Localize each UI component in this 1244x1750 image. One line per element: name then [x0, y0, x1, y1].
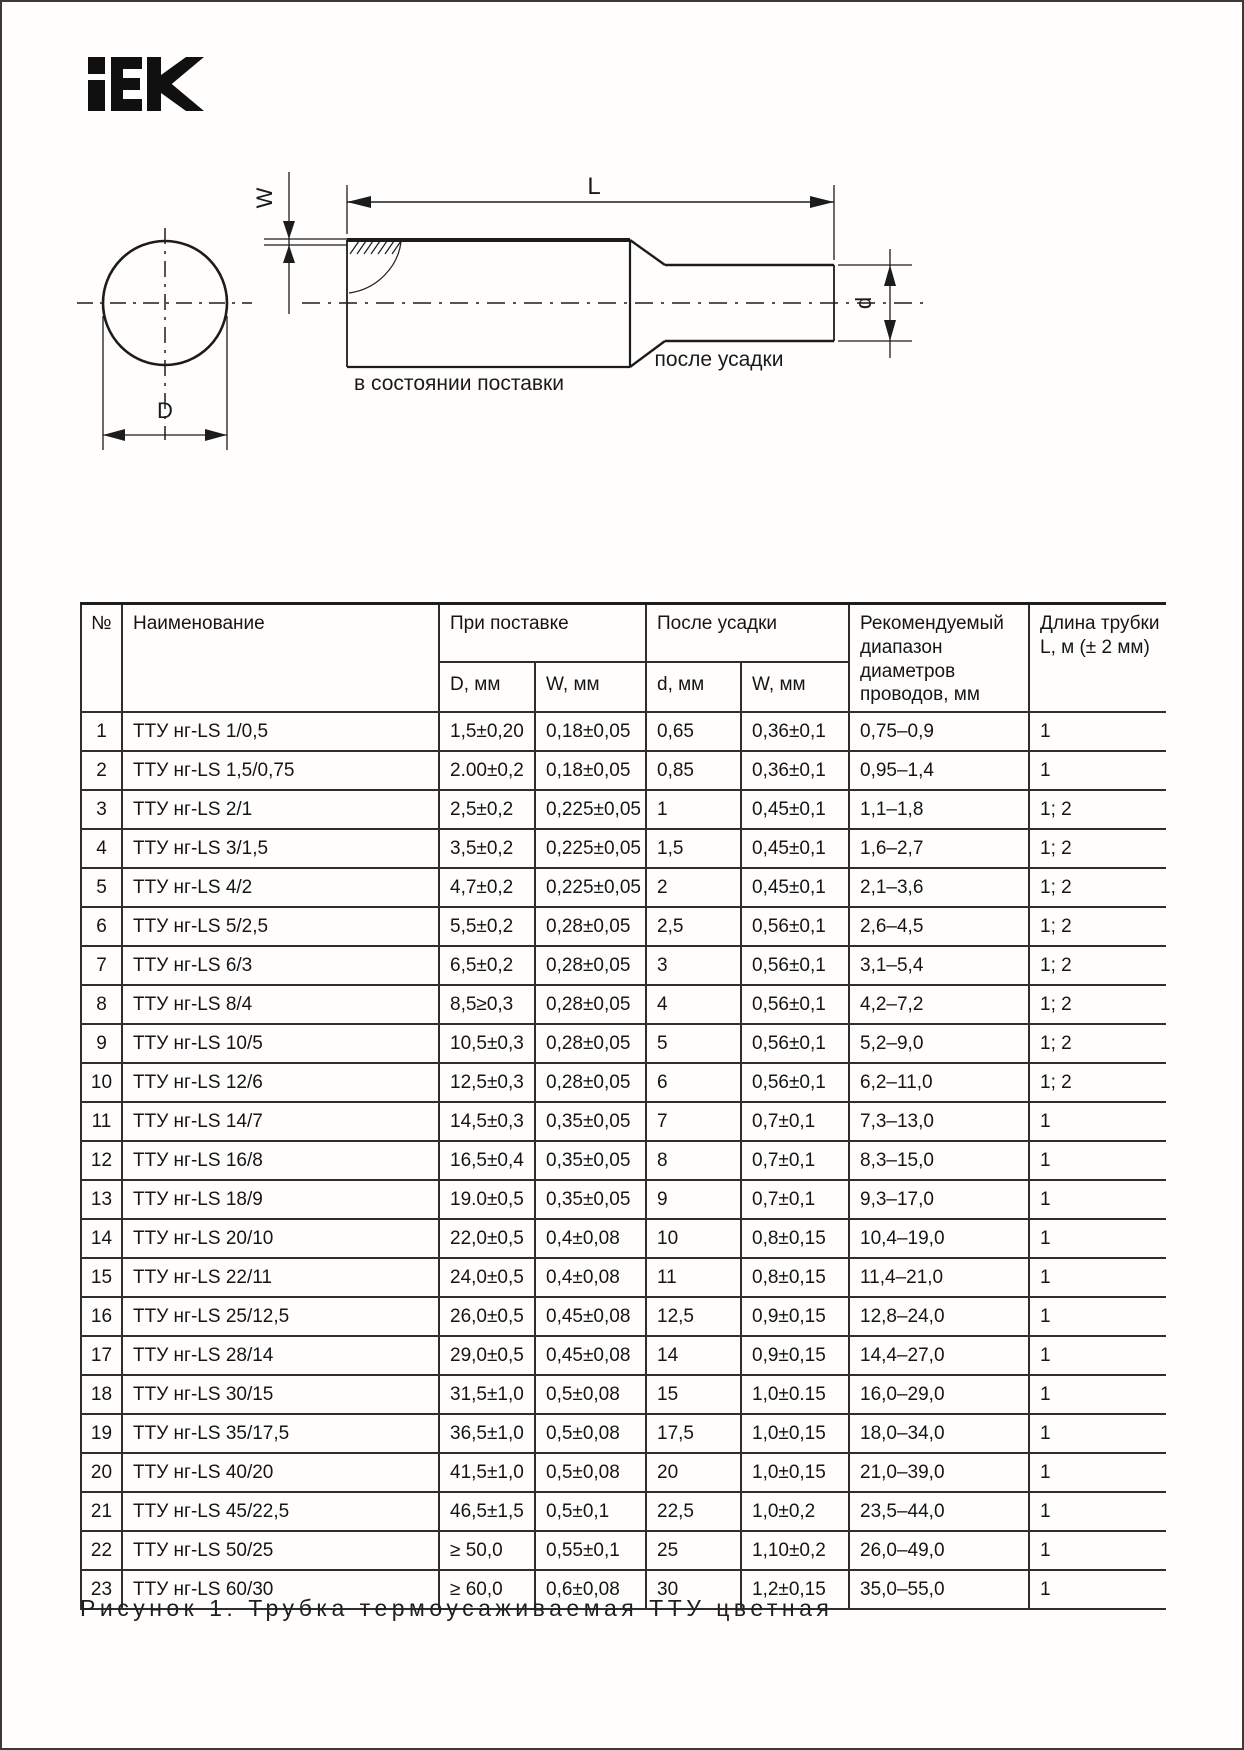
supply-w-cell: 0,35±0,05 [535, 1102, 646, 1141]
shrink-d-cell: 17,5 [646, 1414, 741, 1453]
tube-length-cell: 1; 2 [1029, 907, 1166, 946]
supply-w-cell: 0,45±0,08 [535, 1297, 646, 1336]
tube-length-cell: 1; 2 [1029, 985, 1166, 1024]
shrink-w-cell: 1,0±0,2 [741, 1492, 849, 1531]
diameter-range-cell: 11,4–21,0 [849, 1258, 1029, 1297]
tube-length-cell: 1; 2 [1029, 829, 1166, 868]
dim-d-label: D [157, 398, 173, 423]
tube-length-cell: 1 [1029, 712, 1166, 751]
product-name-cell: ТТУ нг-LS 60/30 [122, 1570, 439, 1609]
shrink-w-cell: 0,56±0,1 [741, 1063, 849, 1102]
tube-length-cell: 1 [1029, 1453, 1166, 1492]
product-name-cell: ТТУ нг-LS 3/1,5 [122, 829, 439, 868]
row-number-cell: 6 [81, 907, 122, 946]
row-number-cell: 10 [81, 1063, 122, 1102]
shrink-d-cell: 0,85 [646, 751, 741, 790]
header-name: Наименование [122, 604, 439, 713]
product-name-cell: ТТУ нг-LS 1/0,5 [122, 712, 439, 751]
product-name-cell: ТТУ нг-LS 10/5 [122, 1024, 439, 1063]
table-row [81, 1492, 1166, 1531]
row-number-cell: 18 [81, 1375, 122, 1414]
product-name-cell: ТТУ нг-LS 50/25 [122, 1531, 439, 1570]
shrink-w-cell: 0,8±0,15 [741, 1219, 849, 1258]
supply-w-cell: 0,225±0,05 [535, 829, 646, 868]
header-shrink-group: После усадки [646, 604, 849, 663]
spec-table [80, 602, 1166, 1610]
diameter-range-cell: 0,75–0,9 [849, 712, 1029, 751]
row-number-cell: 9 [81, 1024, 122, 1063]
tube-length-cell: 1 [1029, 751, 1166, 790]
row-number-cell: 20 [81, 1453, 122, 1492]
shrink-d-cell: 14 [646, 1336, 741, 1375]
table-row [81, 1102, 1166, 1141]
product-name-cell: ТТУ нг-LS 1,5/0,75 [122, 751, 439, 790]
supply-w-cell: 0,18±0,05 [535, 751, 646, 790]
tube-length-cell: 1 [1029, 1570, 1166, 1609]
table-row [81, 1180, 1166, 1219]
shrink-w-cell: 0,56±0,1 [741, 985, 849, 1024]
shrink-w-cell: 0,36±0,1 [741, 712, 849, 751]
diameter-range-cell: 18,0–34,0 [849, 1414, 1029, 1453]
shrink-w-cell: 0,7±0,1 [741, 1102, 849, 1141]
product-name-cell: ТТУ нг-LS 4/2 [122, 868, 439, 907]
shrink-d-cell: 22,5 [646, 1492, 741, 1531]
diameter-range-cell: 14,4–27,0 [849, 1336, 1029, 1375]
diameter-range-cell: 35,0–55,0 [849, 1570, 1029, 1609]
header-length: Длина трубки L, м (± 2 мм) [1029, 604, 1166, 713]
shrink-d-cell: 9 [646, 1180, 741, 1219]
supply-w-cell: 0,5±0,08 [535, 1375, 646, 1414]
row-number-cell: 8 [81, 985, 122, 1024]
supply-d-cell: 29,0±0,5 [439, 1336, 535, 1375]
row-number-cell: 17 [81, 1336, 122, 1375]
diameter-range-cell: 12,8–24,0 [849, 1297, 1029, 1336]
product-name-cell: ТТУ нг-LS 6/3 [122, 946, 439, 985]
dim-w-label: W [252, 187, 277, 209]
table-row [81, 712, 1166, 751]
supply-d-cell: 41,5±1,0 [439, 1453, 535, 1492]
supply-d-cell: 26,0±0,5 [439, 1297, 535, 1336]
row-number-cell: 16 [81, 1297, 122, 1336]
supply-w-cell: 0,225±0,05 [535, 790, 646, 829]
supply-w-cell: 0,5±0,08 [535, 1414, 646, 1453]
shrink-w-cell: 0,36±0,1 [741, 751, 849, 790]
header-num: № [81, 604, 122, 713]
supply-w-cell: 0,45±0,08 [535, 1336, 646, 1375]
cone-top [630, 240, 665, 265]
table-row [81, 1141, 1166, 1180]
diameter-range-cell: 1,6–2,7 [849, 829, 1029, 868]
supply-w-cell: 0,35±0,05 [535, 1141, 646, 1180]
table-row [81, 1531, 1166, 1570]
shrink-d-cell: 10 [646, 1219, 741, 1258]
table-row [81, 1414, 1166, 1453]
supply-state-label: в состоянии поставки [354, 372, 564, 395]
shrink-d-cell: 30 [646, 1570, 741, 1609]
diameter-range-cell: 6,2–11,0 [849, 1063, 1029, 1102]
supply-d-cell: 4,7±0,2 [439, 868, 535, 907]
supply-d-cell: 36,5±1,0 [439, 1414, 535, 1453]
diameter-range-cell: 9,3–17,0 [849, 1180, 1029, 1219]
product-name-cell: ТТУ нг-LS 5/2,5 [122, 907, 439, 946]
shrink-w-cell: 1,0±0,15 [741, 1414, 849, 1453]
supply-d-cell: 31,5±1,0 [439, 1375, 535, 1414]
supply-w-cell: 0,18±0,05 [535, 712, 646, 751]
diameter-range-cell: 23,5–44,0 [849, 1492, 1029, 1531]
shrink-w-cell: 0,9±0,15 [741, 1336, 849, 1375]
supply-d-cell: ≥ 60,0 [439, 1570, 535, 1609]
supply-d-cell: 19.0±0,5 [439, 1180, 535, 1219]
shrink-w-cell: 0,9±0,15 [741, 1297, 849, 1336]
shrink-w-cell: 1,0±0,15 [741, 1453, 849, 1492]
supply-d-cell: 22,0±0,5 [439, 1219, 535, 1258]
supply-d-cell: 2.00±0,2 [439, 751, 535, 790]
tube-length-cell: 1; 2 [1029, 868, 1166, 907]
shrink-d-cell: 2 [646, 868, 741, 907]
supply-d-cell: 10,5±0,3 [439, 1024, 535, 1063]
shrink-d-cell: 25 [646, 1531, 741, 1570]
tube-length-cell: 1 [1029, 1375, 1166, 1414]
supply-w-cell: 0,28±0,05 [535, 1063, 646, 1102]
row-number-cell: 21 [81, 1492, 122, 1531]
supply-w-cell: 0,55±0,1 [535, 1531, 646, 1570]
shrink-d-cell: 20 [646, 1453, 741, 1492]
supply-d-cell: 2,5±0,2 [439, 790, 535, 829]
diameter-range-cell: 1,1–1,8 [849, 790, 1029, 829]
shrink-d-cell: 5 [646, 1024, 741, 1063]
shrink-d-cell: 11 [646, 1258, 741, 1297]
tube-length-cell: 1 [1029, 1219, 1166, 1258]
dim-l-label: L [587, 173, 601, 200]
shrink-w-cell: 0,8±0,15 [741, 1258, 849, 1297]
shrink-w-cell: 1,2±0,15 [741, 1570, 849, 1609]
shrink-d-cell: 7 [646, 1102, 741, 1141]
supply-d-cell: 8,5≥0,3 [439, 985, 535, 1024]
shrink-w-cell: 0,45±0,1 [741, 868, 849, 907]
row-number-cell: 14 [81, 1219, 122, 1258]
diameter-range-cell: 10,4–19,0 [849, 1219, 1029, 1258]
table-row [81, 751, 1166, 790]
table-row [81, 1024, 1166, 1063]
diameter-range-cell: 0,95–1,4 [849, 751, 1029, 790]
header-shrink-d: d, мм [646, 662, 741, 712]
diameter-range-cell: 8,3–15,0 [849, 1141, 1029, 1180]
product-name-cell: ТТУ нг-LS 35/17,5 [122, 1414, 439, 1453]
product-name-cell: ТТУ нг-LS 18/9 [122, 1180, 439, 1219]
product-name-cell: ТТУ нг-LS 16/8 [122, 1141, 439, 1180]
shrink-w-cell: 0,7±0,1 [741, 1180, 849, 1219]
diameter-range-cell: 16,0–29,0 [849, 1375, 1029, 1414]
shrink-w-cell: 0,56±0,1 [741, 946, 849, 985]
row-number-cell: 15 [81, 1258, 122, 1297]
supply-w-cell: 0,28±0,05 [535, 1024, 646, 1063]
shrink-d-cell: 0,65 [646, 712, 741, 751]
diameter-range-cell: 5,2–9,0 [849, 1024, 1029, 1063]
row-number-cell: 23 [81, 1570, 122, 1609]
supply-d-cell: 46,5±1,5 [439, 1492, 535, 1531]
row-number-cell: 3 [81, 790, 122, 829]
shrink-w-cell: 0,45±0,1 [741, 790, 849, 829]
row-number-cell: 13 [81, 1180, 122, 1219]
supply-w-cell: 0,28±0,05 [535, 946, 646, 985]
tube-length-cell: 1 [1029, 1297, 1166, 1336]
supply-w-cell: 0,35±0,05 [535, 1180, 646, 1219]
product-name-cell: ТТУ нг-LS 30/15 [122, 1375, 439, 1414]
shrink-w-cell: 1,0±0.15 [741, 1375, 849, 1414]
table-row [81, 907, 1166, 946]
shrink-w-cell: 0,56±0,1 [741, 1024, 849, 1063]
row-number-cell: 12 [81, 1141, 122, 1180]
product-name-cell: ТТУ нг-LS 25/12,5 [122, 1297, 439, 1336]
tube-length-cell: 1; 2 [1029, 1063, 1166, 1102]
supply-d-cell: 5,5±0,2 [439, 907, 535, 946]
row-number-cell: 2 [81, 751, 122, 790]
tube-length-cell: 1 [1029, 1336, 1166, 1375]
tube-length-cell: 1; 2 [1029, 790, 1166, 829]
after-shrink-label: после усадки [654, 348, 784, 371]
supply-w-cell: 0,4±0,08 [535, 1219, 646, 1258]
tube-length-cell: 1; 2 [1029, 1024, 1166, 1063]
supply-d-cell: 3,5±0,2 [439, 829, 535, 868]
shrink-d-cell: 1 [646, 790, 741, 829]
tube-length-cell: 1 [1029, 1531, 1166, 1570]
header-supply-d: D, мм [439, 662, 535, 712]
row-number-cell: 19 [81, 1414, 122, 1453]
header-range: Рекомендуемый диапазон диаметров проводов, мм [849, 604, 1029, 713]
product-name-cell: ТТУ нг-LS 2/1 [122, 790, 439, 829]
table-row [81, 1258, 1166, 1297]
shrink-d-cell: 4 [646, 985, 741, 1024]
shrink-w-cell: 0,56±0,1 [741, 907, 849, 946]
diameter-range-cell: 4,2–7,2 [849, 985, 1029, 1024]
tube-length-cell: 1 [1029, 1414, 1166, 1453]
dim-small-d-label: d [851, 296, 876, 310]
supply-d-cell: ≥ 50,0 [439, 1531, 535, 1570]
shrink-w-cell: 0,7±0,1 [741, 1141, 849, 1180]
supply-w-cell: 0,5±0,08 [535, 1453, 646, 1492]
table-row [81, 1336, 1166, 1375]
row-number-cell: 7 [81, 946, 122, 985]
supply-d-cell: 12,5±0,3 [439, 1063, 535, 1102]
product-name-cell: ТТУ нг-LS 8/4 [122, 985, 439, 1024]
shrink-d-cell: 1,5 [646, 829, 741, 868]
supply-w-cell: 0,6±0,08 [535, 1570, 646, 1609]
supply-w-cell: 0,225±0,05 [535, 868, 646, 907]
table-row [81, 985, 1166, 1024]
header-supply-group: При поставке [439, 604, 646, 663]
table-row [81, 946, 1166, 985]
table-row [81, 790, 1166, 829]
shrink-d-cell: 8 [646, 1141, 741, 1180]
diameter-range-cell: 26,0–49,0 [849, 1531, 1029, 1570]
supply-d-cell: 6,5±0,2 [439, 946, 535, 985]
table-row [81, 1219, 1166, 1258]
supply-d-cell: 16,5±0,4 [439, 1141, 535, 1180]
table-row [81, 1063, 1166, 1102]
tube-length-cell: 1 [1029, 1180, 1166, 1219]
shrink-w-cell: 0,45±0,1 [741, 829, 849, 868]
tube-length-cell: 1; 2 [1029, 946, 1166, 985]
product-name-cell: ТТУ нг-LS 45/22,5 [122, 1492, 439, 1531]
row-number-cell: 11 [81, 1102, 122, 1141]
supply-w-cell: 0,28±0,05 [535, 985, 646, 1024]
table-row [81, 829, 1166, 868]
diameter-range-cell: 21,0–39,0 [849, 1453, 1029, 1492]
shrink-d-cell: 2,5 [646, 907, 741, 946]
supply-d-cell: 1,5±0,20 [439, 712, 535, 751]
row-number-cell: 22 [81, 1531, 122, 1570]
product-name-cell: ТТУ нг-LS 40/20 [122, 1453, 439, 1492]
wall-hatching [349, 241, 401, 293]
product-name-cell: ТТУ нг-LS 28/14 [122, 1336, 439, 1375]
shrink-d-cell: 3 [646, 946, 741, 985]
shrink-d-cell: 6 [646, 1063, 741, 1102]
diameter-range-cell: 2,1–3,6 [849, 868, 1029, 907]
tube-length-cell: 1 [1029, 1102, 1166, 1141]
table-row [81, 1297, 1166, 1336]
figure-caption: Рисунок 1. Трубка термоусаживаемая ТТУ цветная [80, 1595, 834, 1621]
product-name-cell: ТТУ нг-LS 22/11 [122, 1258, 439, 1297]
supply-w-cell: 0,4±0,08 [535, 1258, 646, 1297]
row-number-cell: 5 [81, 868, 122, 907]
product-name-cell: ТТУ нг-LS 20/10 [122, 1219, 439, 1258]
shrink-w-cell: 1,10±0,2 [741, 1531, 849, 1570]
tube-length-cell: 1 [1029, 1258, 1166, 1297]
row-number-cell: 1 [81, 712, 122, 751]
supply-w-cell: 0,5±0,1 [535, 1492, 646, 1531]
shrink-d-cell: 12,5 [646, 1297, 741, 1336]
table-row [81, 1375, 1166, 1414]
technical-drawing [2, 2, 1244, 502]
diameter-range-cell: 7,3–13,0 [849, 1102, 1029, 1141]
row-number-cell: 4 [81, 829, 122, 868]
tube-length-cell: 1 [1029, 1492, 1166, 1531]
table-row [81, 868, 1166, 907]
shrink-d-cell: 15 [646, 1375, 741, 1414]
tube-length-cell: 1 [1029, 1141, 1166, 1180]
supply-d-cell: 14,5±0,3 [439, 1102, 535, 1141]
product-name-cell: ТТУ нг-LS 12/6 [122, 1063, 439, 1102]
supply-w-cell: 0,28±0,05 [535, 907, 646, 946]
diameter-range-cell: 3,1–5,4 [849, 946, 1029, 985]
product-name-cell: ТТУ нг-LS 14/7 [122, 1102, 439, 1141]
diameter-range-cell: 2,6–4,5 [849, 907, 1029, 946]
header-supply-w: W, мм [535, 662, 646, 712]
supply-d-cell: 24,0±0,5 [439, 1258, 535, 1297]
header-shrink-w: W, мм [741, 662, 849, 712]
table-row [81, 1453, 1166, 1492]
